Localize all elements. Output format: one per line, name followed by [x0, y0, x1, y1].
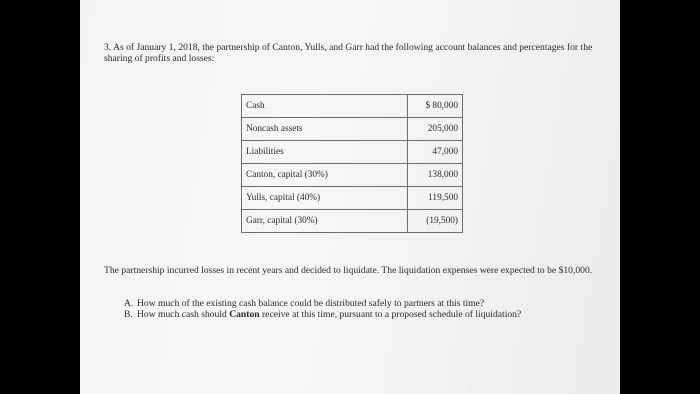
question-a: [124, 298, 584, 309]
table-row: [242, 95, 463, 118]
account-value: 205,000: [408, 118, 463, 141]
table-row: [242, 210, 463, 233]
question-text-start: How much cash should: [137, 309, 230, 320]
problem-intro: 3. As of January 1, 2018, the partnership of Canton, Yulls, and Garr had the following account balances and percentages for the sharing of profits and losses:: [104, 42, 593, 64]
table-row: [242, 187, 463, 210]
account-value: 138,000: [408, 164, 463, 187]
question-text: [137, 309, 584, 320]
account-value: (19,500): [408, 210, 463, 233]
account-value: 119,500: [408, 187, 463, 210]
liquidation-paragraph: The partnership incurred losses in recent years and decided to liquidate. The liquidation expenses were expected to be $10,000.: [104, 265, 593, 276]
account-label: Garr, capital (30%): [242, 210, 408, 233]
question-list: [124, 298, 584, 320]
question-b: [124, 309, 584, 320]
account-value: $ 80,000: [408, 95, 463, 118]
account-balances-table: [241, 94, 463, 233]
question-marker: A.: [124, 298, 134, 309]
question-text-end: receive at this time, pursuant to a proposed schedule of liquidation?: [259, 309, 522, 320]
table-row: [242, 118, 463, 141]
partner-name-emphasis: Canton: [229, 309, 260, 320]
account-value: 47,000: [408, 141, 463, 164]
question-text: How much of the existing cash balance could be distributed safely to partners at this time?: [137, 298, 485, 309]
account-label: Liabilities: [242, 141, 408, 164]
account-label: Cash: [242, 95, 408, 118]
question-marker: B.: [124, 309, 133, 320]
account-label: Noncash assets: [242, 118, 408, 141]
table-row: [242, 164, 463, 187]
account-label: Yulls, capital (40%): [242, 187, 408, 210]
table-row: [242, 141, 463, 164]
account-label: Canton, capital (30%): [242, 164, 408, 187]
document-page: [80, 0, 620, 394]
